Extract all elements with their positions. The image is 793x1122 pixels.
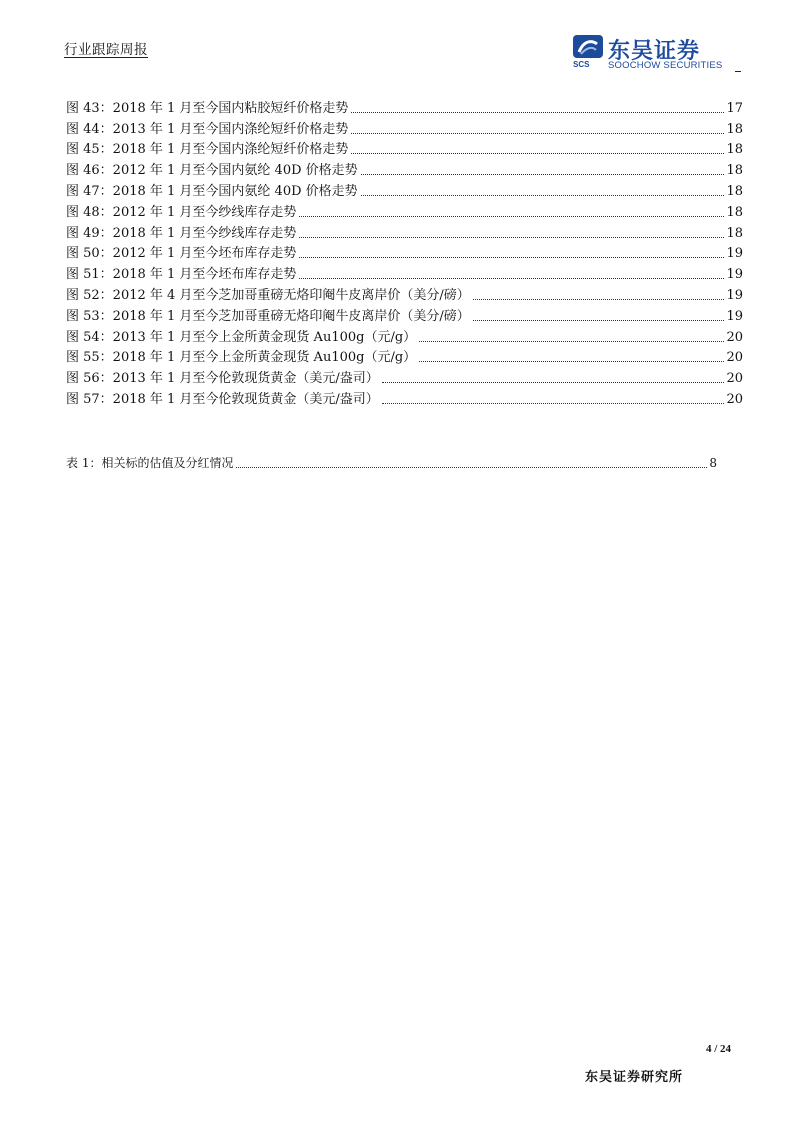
toc-entry[interactable] bbox=[66, 345, 743, 366]
dot-leader bbox=[351, 111, 724, 113]
dot-leader bbox=[351, 152, 724, 154]
dot-leader bbox=[419, 360, 724, 362]
toc-entry-label: 图 49：2018 年 1 月至今纱线库存走势 bbox=[66, 225, 297, 241]
toc-entry-label: 图 52：2012 年 4 月至今芝加哥重磅无烙印阉牛皮离岸价（美分/磅） bbox=[66, 287, 470, 303]
toc-entry[interactable] bbox=[66, 324, 743, 345]
toc-entry[interactable] bbox=[66, 261, 743, 282]
dot-leader bbox=[361, 194, 725, 196]
dot-leader bbox=[382, 402, 725, 404]
toc-entry-page: 18 bbox=[726, 204, 743, 220]
table-index bbox=[66, 450, 717, 471]
scs-logo-icon bbox=[572, 34, 604, 60]
dot-leader bbox=[361, 173, 725, 175]
toc-entry-label: 图 55：2018 年 1 月至今上金所黄金现货 Au100g（元/g） bbox=[66, 350, 417, 366]
toc-entry-label: 表 1：相关标的估值及分红情况 bbox=[66, 455, 234, 470]
toc-entry-page: 20 bbox=[726, 391, 743, 407]
header-underline bbox=[64, 57, 148, 58]
toc-entry-page: 20 bbox=[726, 371, 743, 387]
toc-entry[interactable] bbox=[66, 95, 743, 116]
toc-entry[interactable] bbox=[66, 303, 743, 324]
toc-entry[interactable] bbox=[66, 241, 743, 262]
dot-leader bbox=[299, 215, 724, 217]
toc-entry-label: 图 51：2018 年 1 月至今坯布库存走势 bbox=[66, 267, 297, 283]
logo-chinese-name: 东吴证券 bbox=[608, 39, 701, 64]
dot-leader bbox=[473, 319, 725, 321]
toc-entry[interactable] bbox=[66, 199, 743, 220]
toc-entry[interactable] bbox=[66, 157, 743, 178]
dot-leader bbox=[382, 381, 725, 383]
toc-entry-page: 20 bbox=[726, 329, 743, 345]
toc-entry-label: 图 57：2018 年 1 月至今伦敦现货黄金（美元/盎司） bbox=[66, 391, 379, 407]
toc-entry-page: 18 bbox=[726, 225, 743, 241]
toc-entry-page: 20 bbox=[726, 350, 743, 366]
toc-entry-label: 图 54：2013 年 1 月至今上金所黄金现货 Au100g（元/g） bbox=[66, 329, 417, 345]
header-tick bbox=[735, 71, 741, 72]
toc-entry-page: 19 bbox=[726, 267, 743, 283]
toc-entry-page: 8 bbox=[709, 455, 717, 470]
dot-leader bbox=[236, 466, 707, 468]
dot-leader bbox=[473, 298, 725, 300]
page-number: 4 / 24 bbox=[706, 1043, 732, 1055]
toc-entry-page: 18 bbox=[726, 183, 743, 199]
toc-entry[interactable] bbox=[66, 137, 743, 158]
toc-entry-page: 18 bbox=[726, 121, 743, 137]
toc-entry[interactable] bbox=[66, 220, 743, 241]
toc-entry[interactable] bbox=[66, 282, 743, 303]
dot-leader bbox=[351, 132, 724, 134]
toc-entry-label: 图 44：2013 年 1 月至今国内涤纶短纤价格走势 bbox=[66, 121, 349, 137]
toc-entry-page: 18 bbox=[726, 163, 743, 179]
report-type-title: 行业跟踪周报 bbox=[64, 42, 148, 58]
toc-entry[interactable] bbox=[66, 386, 743, 407]
figure-index bbox=[66, 95, 743, 407]
toc-entry-label: 图 53：2018 年 1 月至今芝加哥重磅无烙印阉牛皮离岸价（美分/磅） bbox=[66, 308, 470, 324]
toc-entry-page: 19 bbox=[726, 308, 743, 324]
toc-entry-page: 18 bbox=[726, 142, 743, 158]
logo-english-name: SOOCHOW SECURITIES bbox=[608, 60, 723, 71]
dot-leader bbox=[299, 256, 724, 258]
footer-organization: 东吴证券研究所 bbox=[585, 1070, 684, 1085]
logo-abbreviation: SCS bbox=[573, 60, 590, 69]
toc-entry-label: 图 45：2018 年 1 月至今国内涤纶短纤价格走势 bbox=[66, 142, 349, 158]
toc-entry[interactable] bbox=[66, 450, 717, 471]
dot-leader bbox=[299, 277, 724, 279]
toc-entry[interactable] bbox=[66, 116, 743, 137]
toc-entry[interactable] bbox=[66, 178, 743, 199]
toc-entry[interactable] bbox=[66, 365, 743, 386]
toc-entry-page: 17 bbox=[726, 100, 743, 116]
toc-entry-label: 图 56：2013 年 1 月至今伦敦现货黄金（美元/盎司） bbox=[66, 371, 379, 387]
toc-entry-page: 19 bbox=[726, 287, 743, 303]
toc-entry-label: 图 43：2018 年 1 月至今国内粘胶短纤价格走势 bbox=[66, 100, 349, 116]
company-logo bbox=[572, 34, 742, 72]
toc-entry-page: 19 bbox=[726, 246, 743, 262]
toc-entry-label: 图 50：2012 年 1 月至今坯布库存走势 bbox=[66, 246, 297, 262]
dot-leader bbox=[299, 236, 724, 238]
toc-entry-label: 图 46：2012 年 1 月至今国内氨纶 40D 价格走势 bbox=[66, 163, 358, 179]
toc-entry-label: 图 48：2012 年 1 月至今纱线库存走势 bbox=[66, 204, 297, 220]
dot-leader bbox=[419, 340, 724, 342]
toc-entry-label: 图 47：2018 年 1 月至今国内氨纶 40D 价格走势 bbox=[66, 183, 358, 199]
